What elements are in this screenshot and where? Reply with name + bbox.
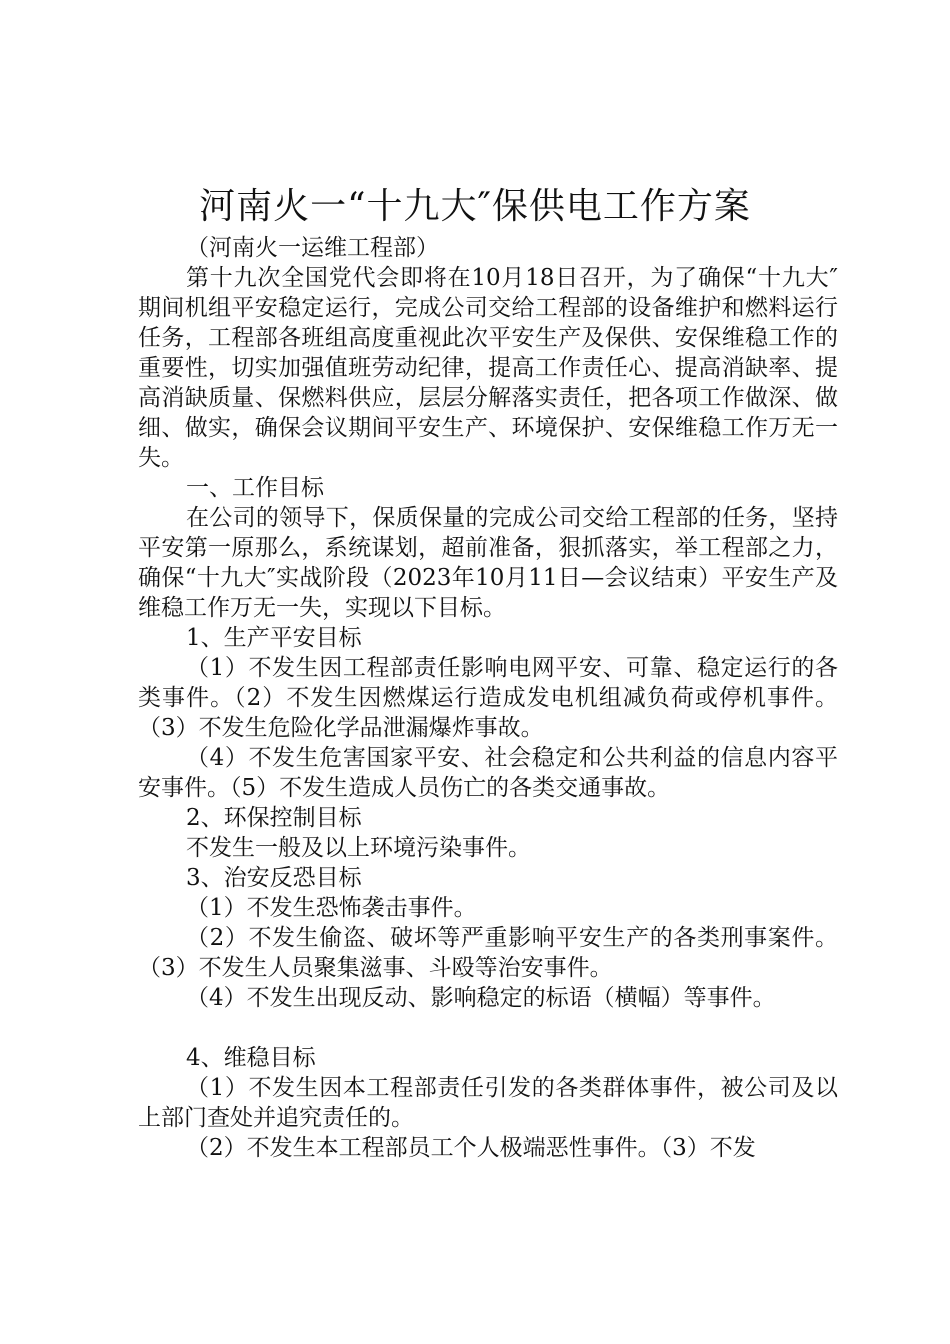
- section1-heading: 一、工作目标: [186, 475, 324, 501]
- document-body: [138, 233, 838, 1163]
- goal3-item4: （4）不发生出现反动、影响稳定的标语（横幅）等事件。: [186, 985, 776, 1011]
- goal4-item1: （1）不发生因本工程部责任引发的各类群体事件，被公司及以上部门查处并追究责任的。: [138, 1075, 838, 1131]
- goal2-paragraph: 不发生一般及以上环境污染事件。: [186, 835, 531, 861]
- goal3-item1: （1）不发生恐怖袭击事件。: [186, 895, 477, 921]
- intro-paragraph: 第十九次全国党代会即将在10月18日召开，为了确保“十九大″期间机组平安稳定运行，完成公司交给工程部的设备维护和燃料运行任务，工程部各班组高度重视此次平安生产及保供、安保维稳工作的重要性，切实加强值班劳动纪律，提高工作责任心、提高消缺率、提高消缺质量、保燃料供应，层层分解落实责任，把各项工作做深、做细、做实，确保会议期间平安生产、环境保护、安保维稳工作万无一失。: [138, 265, 838, 471]
- goal1-items-b: （4）不发生危害国家平安、社会稳定和公共利益的信息内容平安事件。（5）不发生造成人员伤亡的各类交通事故。: [138, 745, 838, 801]
- document-title: 河南火一“十九大″保供电工作方案: [199, 186, 751, 227]
- goal1-heading: 1、生产平安目标: [186, 625, 362, 651]
- goal3-heading: 3、治安反恐目标: [186, 865, 362, 891]
- goal2-heading: 2、环保控制目标: [186, 805, 362, 831]
- section1-paragraph: 在公司的领导下，保质保量的完成公司交给工程部的任务，坚持平安第一原那么，系统谋划，超前准备，狠抓落实，举工程部之力，确保“十九大″实战阶段（2023年10月11日—会议结束）平安生产及维稳工作万无一失，实现以下目标。: [138, 505, 838, 621]
- goal3-items-b: （2）不发生偷盗、破坏等严重影响平安生产的各类刑事案件。（3）不发生人员聚集滋事、斗殴等治安事件。: [138, 925, 838, 981]
- blank-line: [138, 1013, 838, 1043]
- goal1-items-a: （1）不发生因工程部责任影响电网平安、可靠、稳定运行的各类事件。（2）不发生因燃煤运行造成发电机组减负荷或停机事件。（3）不发生危险化学品泄漏爆炸事故。: [138, 655, 838, 741]
- subtitle: （河南火一运维工程部）: [186, 235, 439, 261]
- goal4-heading: 4、维稳目标: [186, 1045, 316, 1071]
- goal4-item2: （2）不发生本工程部员工个人极端恶性事件。（3）不发: [186, 1135, 756, 1161]
